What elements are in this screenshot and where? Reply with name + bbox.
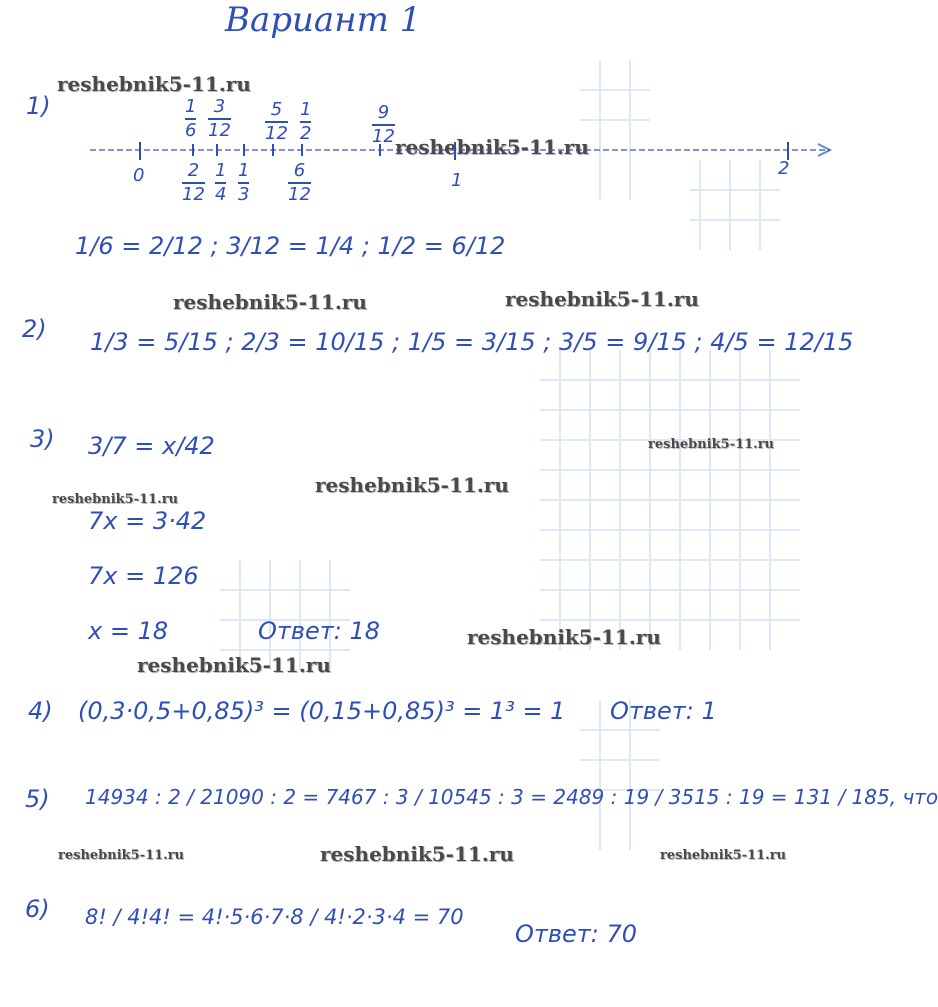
task-2-label: 2) <box>22 315 47 343</box>
equation: 1/2 = 6/12 <box>377 232 506 260</box>
fraction-1-3: 1 3 <box>238 160 250 205</box>
watermark: reshebnik5-11.ru <box>173 290 367 314</box>
task-6-answer: Ответ: 70 <box>515 920 638 948</box>
task-6-rhs: = 70 <box>412 905 464 929</box>
fraction-step: 7467 : 3 / 10545 : 3 <box>325 785 524 809</box>
equation: 1/3 = 5/15 <box>90 328 218 356</box>
fraction-3-12: 3 12 <box>208 96 231 141</box>
task-6-lhs: 8! / 4!4! <box>85 905 171 929</box>
task-6-expression: 8! / 4!4! = 4!·5·6·7·8 / 4!·2·3·4 = 70 <box>85 905 464 929</box>
fraction-1-6: 1 6 <box>185 96 197 141</box>
task-2-equations: 1/3 = 5/15 ; 2/3 = 10/15 ; 1/5 = 3/15 ; 3/5 = 9/15 ; 4/5 = 12/15 <box>90 328 854 356</box>
fraction-step: 131 / 185 <box>793 785 890 809</box>
equation: 1/5 = 3/15 <box>407 328 536 356</box>
task-5-label: 5) <box>25 785 50 813</box>
task-3-step-2: 7x = 126 <box>88 562 199 590</box>
task-4-label: 4) <box>28 697 53 725</box>
task-5-chain: 14934 : 2 / 21090 : 2 = 7467 : 3 / 10545 : 3 = 2489 : 19 / 3515 : 19 = 131 / 185, что <box>85 785 938 809</box>
page-title: Вариант 1 <box>225 0 422 40</box>
axis-tick-2: 2 <box>778 158 790 179</box>
watermark: reshebnik5-11.ru <box>660 848 787 863</box>
watermark: reshebnik5-11.ru <box>52 492 179 507</box>
fraction-1-4: 1 4 <box>215 160 227 205</box>
task-5-suffix: , что <box>889 785 938 809</box>
task-3-label: 3) <box>30 425 55 453</box>
equation: 3/5 = 9/15 <box>558 328 687 356</box>
task-1-equations: 1/6 = 2/12 ; 3/12 = 1/4 ; 1/2 = 6/12 <box>75 232 506 260</box>
task-3-answer: Ответ: 18 <box>258 617 381 645</box>
watermark: reshebnik5-11.ru <box>320 842 514 866</box>
fraction-step: 14934 : 2 / 21090 : 2 <box>85 785 297 809</box>
axis-tick-0: 0 <box>133 165 145 186</box>
task-3-proportion: 3/7 = x/42 <box>88 432 215 460</box>
task-4-expression: (0,3·0,5+0,85)³ = (0,15+0,85)³ = 1³ = 1 <box>78 697 566 725</box>
fraction-5-12: 5 12 <box>265 99 288 144</box>
fraction-9-12: 9 12 <box>372 102 395 147</box>
watermark: reshebnik5-11.ru <box>648 437 775 452</box>
fraction-6-12: 6 12 <box>288 160 311 205</box>
proportion-right: x/42 <box>162 432 215 460</box>
watermark: reshebnik5-11.ru <box>395 135 589 159</box>
task-3-step-1: 7x = 3·42 <box>88 507 207 535</box>
equation: 1/6 = 2/12 <box>75 232 203 260</box>
watermark: reshebnik5-11.ru <box>467 625 661 649</box>
watermark: reshebnik5-11.ru <box>315 473 509 497</box>
watermark: reshebnik5-11.ru <box>505 287 699 311</box>
watermark: reshebnik5-11.ru <box>137 653 331 677</box>
watermark: reshebnik5-11.ru <box>57 72 251 96</box>
equation: 2/3 = 10/15 <box>241 328 385 356</box>
proportion-left: 3/7 <box>88 432 127 460</box>
task-6-mid: 4!·5·6·7·8 / 4!·2·3·4 <box>201 905 406 929</box>
task-3-step-3: x = 18 <box>88 617 169 645</box>
task-6-label: 6) <box>25 895 50 923</box>
fraction-2-12: 2 12 <box>182 160 205 205</box>
equation: 4/5 = 12/15 <box>710 328 854 356</box>
equation: 3/12 = 1/4 <box>226 232 355 260</box>
axis-tick-1: 1 <box>451 170 463 191</box>
task-4-answer: Ответ: 1 <box>610 697 717 725</box>
fraction-step: 2489 : 19 / 3515 : 19 <box>553 785 765 809</box>
fraction-1-2: 1 2 <box>300 99 312 144</box>
task-1-label: 1) <box>26 92 51 120</box>
watermark: reshebnik5-11.ru <box>58 848 185 863</box>
